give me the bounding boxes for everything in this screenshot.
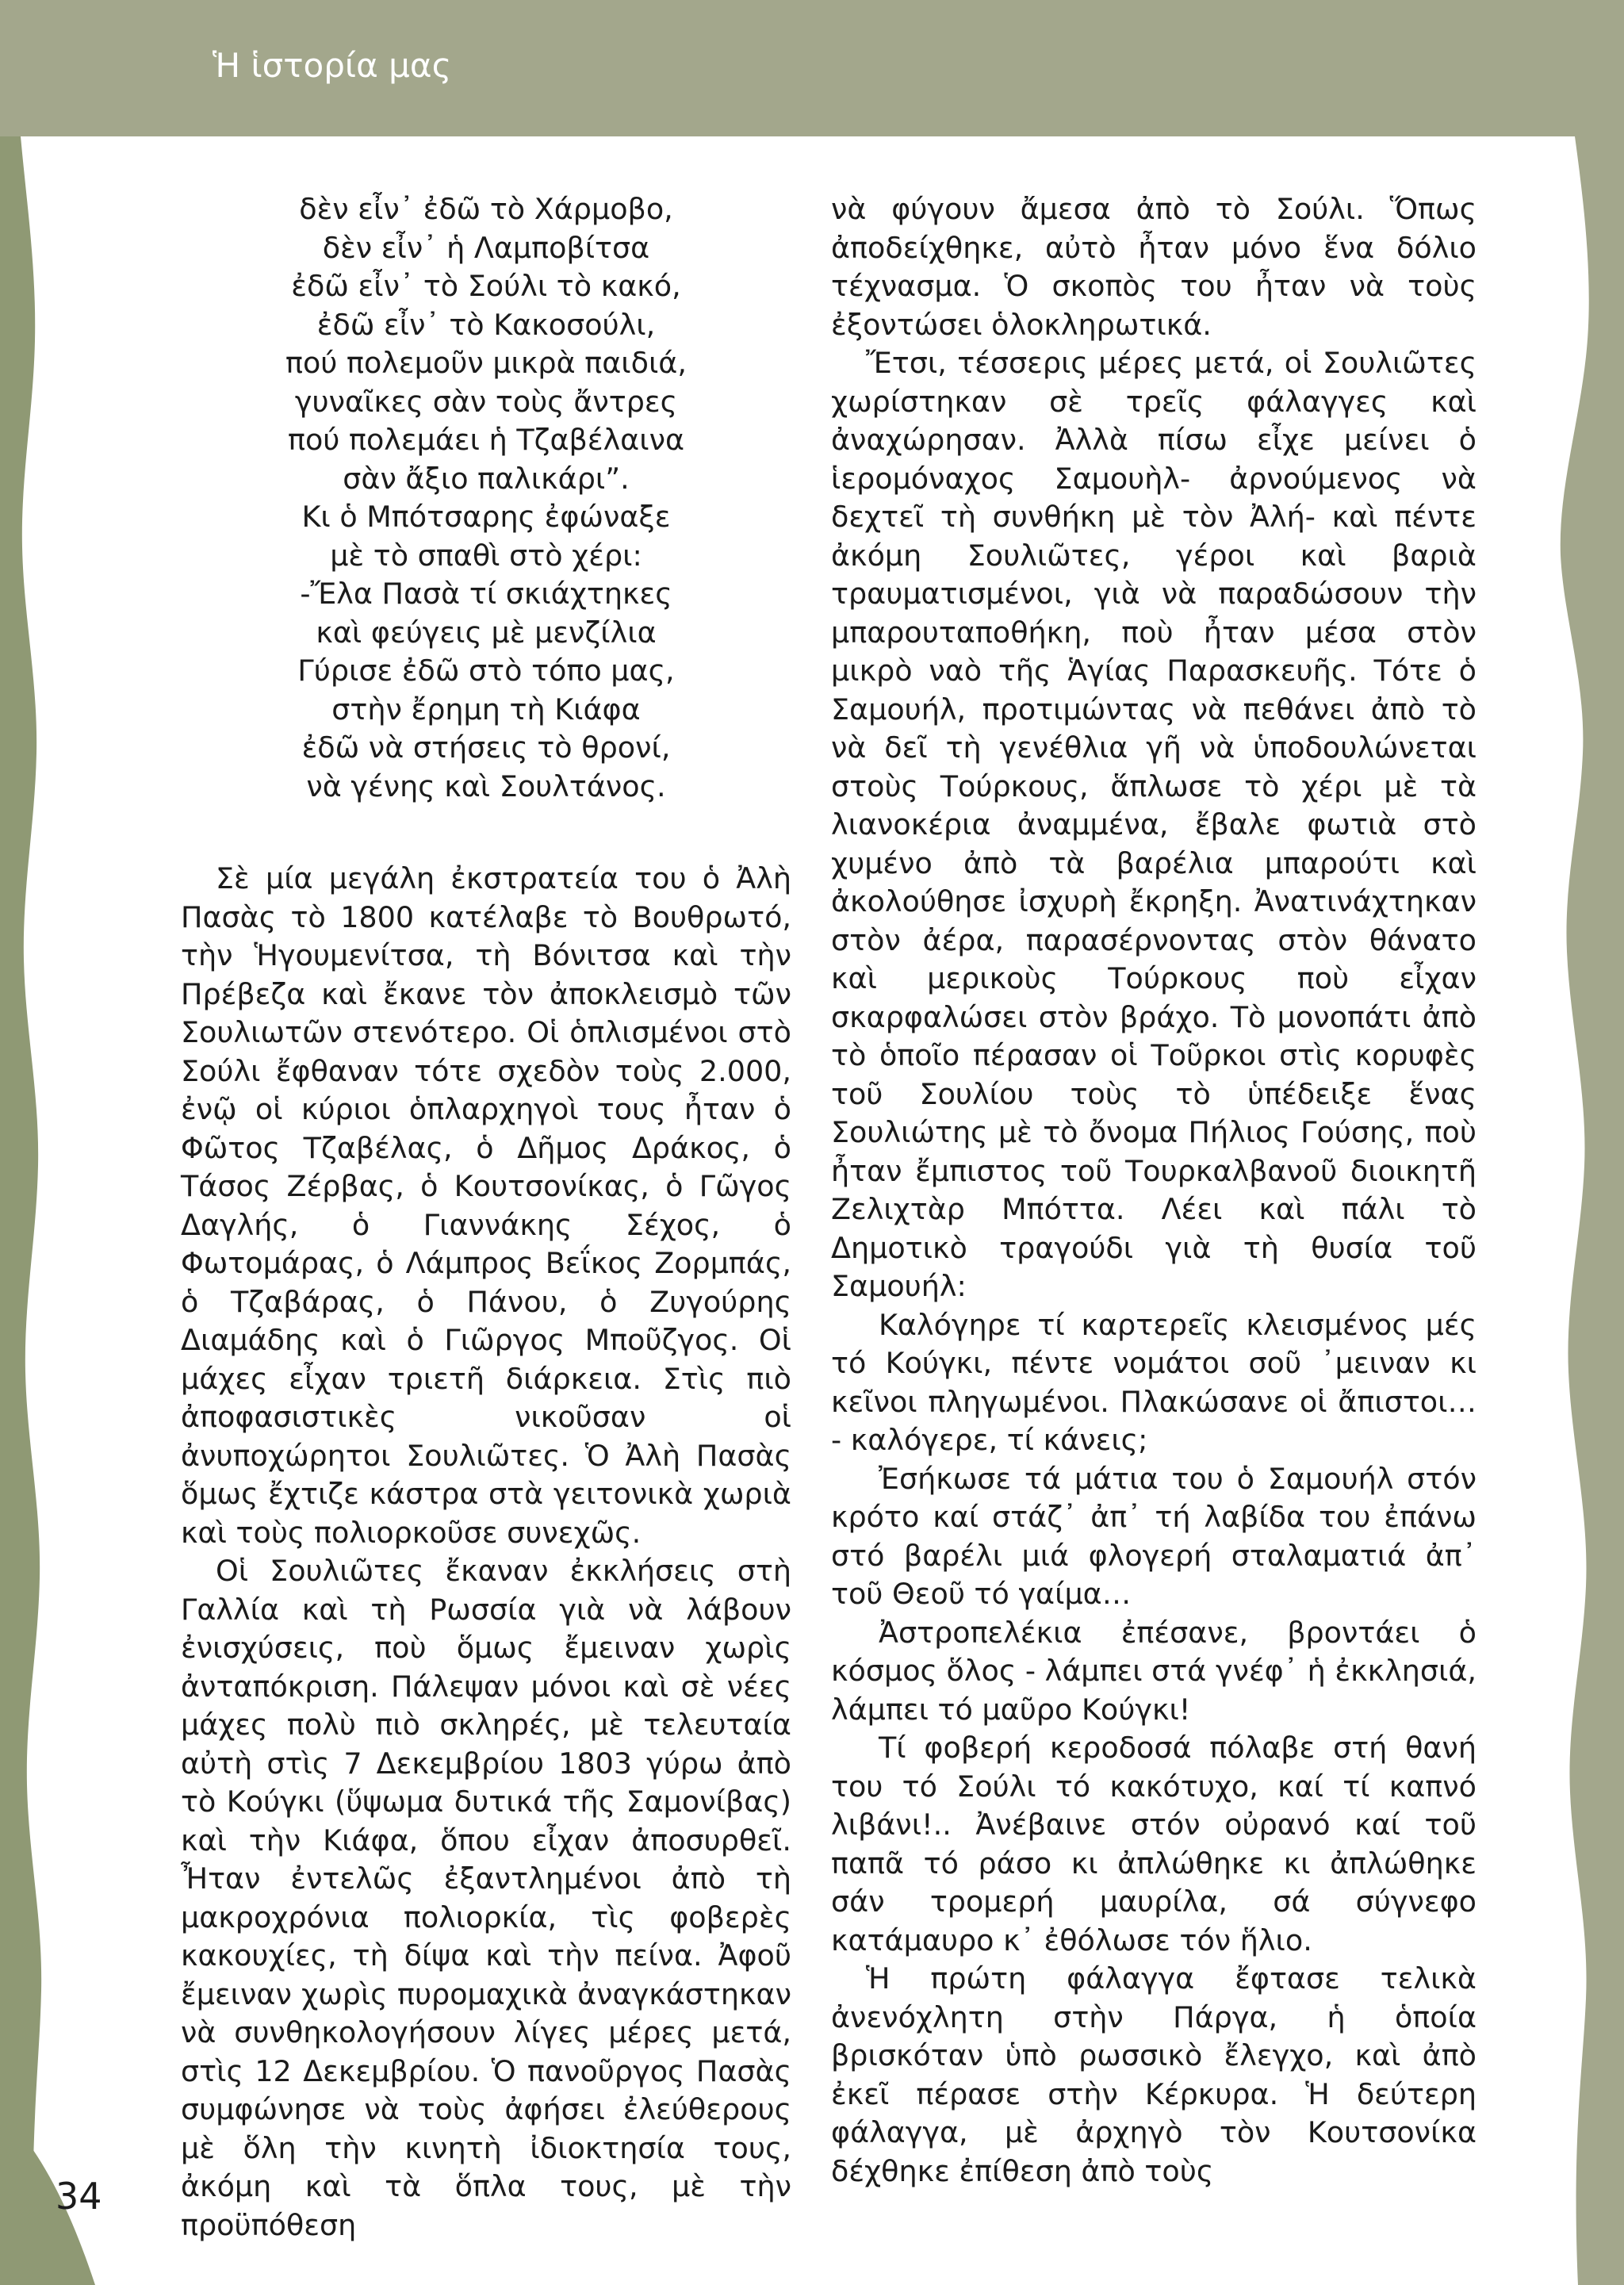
body-paragraph: Ἡ πρώτη φάλαγγα ἔφτασε τελικὰ ἀνενόχλητη στὴν Πάργα, ἡ ὁποία βρισκόταν ὑπὸ ρωσσικὸ ἔλεγχο, καὶ ἀπὸ ἐκεῖ πέρασε στὴν Κέρκυρα. Ἡ δεύτερη φάλαγγα, μὲ ἀρχηγὸ τὸν Κουτσονίκα δέχθηκε ἐπίθεση ἀπὸ τοὺς	[831, 1961, 1477, 2188]
body-paragraph: νὰ φύγουν ἄμεσα ἀπὸ τὸ Σούλι. Ὅπως ἀποδείχθηκε, αὐτὸ ἦταν μόνο ἕνα δόλιο τέχνασμα. Ὁ σκοπὸς του ἦταν νὰ τοὺς ἐξοντώσει ὁλοκληρωτικά.	[831, 192, 1477, 342]
folk-song-quote: Καλόγηρε τί καρτερεῖς κλεισμένος μές τό Κούγκι, πέντε νομάτοι σοῦ ᾽μειναν κι κεῖνοι πληγωμένοι. Πλακώσανε οἱ ἄπιστοι… - καλόγερε, τί κάνεις;	[831, 1307, 1477, 1457]
folk-song-quote: Τί φοβερή κεροδοσά πόλαβε στή θανή του τό Σούλι τό κακότυχο, καί τί καπνό λιβάνι!.. Ἀνέβαινε στόν οὐρανό καί τοῦ παπᾶ τό ράσο κι ἀπλώθηκε κι ἀπλώθηκε σάν τρομερή μαυρίλα, σά σύγνεφο κατάμαυρο κ᾽ ἐθόλωσε τόν ἥλιο.	[831, 1731, 1477, 1957]
verse-line: δὲν εἶν᾽ ἡ Λαμποβίτσα	[322, 230, 650, 265]
verse-line: ἐδῶ νὰ στήσεις τὸ θρονί,	[301, 730, 671, 765]
left-wavy-border	[0, 136, 41, 2285]
verse-line: Κι ὁ Μπότσαρης ἐφώναξε	[301, 500, 671, 534]
verse-line: πού πολεμάει ἡ Τζαβέλαινα	[287, 423, 685, 457]
body-paragraph: Ἔτσι, τέσσερις μέρες μετά, οἱ Σουλιῶτες χωρίστηκαν σὲ τρεῖς φάλαγγες καὶ ἀναχώρησαν. Ἀλλὰ πίσω εἶχε μείνει ὁ ἱερομόναχος Σαμουὴλ- ἀρνούμενος νὰ δεχτεῖ τὴ συνθήκη μὲ τὸν Ἀλή- καὶ πέντε ἀκόμη Σουλιῶτες, γέροι καὶ βαριὰ τραυματισμένοι, γιὰ νὰ παραδώσουν τὴν μπαρουταποθήκη, ποὺ ἦταν μέσα στὸν μικρὸ ναὸ τῆς Ἁγίας Παρασκευῆς. Τότε ὁ Σαμουήλ, προτιμώντας νὰ πεθάνει ἀπὸ τὸ νὰ δεῖ τὴ γενέθλια γῆ νὰ ὑποδουλώνεται στοὺς Τούρκους, ἅπλωσε τὸ χέρι μὲ τὰ λιανοκέρια ἀναμμένα, ἔβαλε φωτιὰ στὸ χυμένο ἀπὸ τὰ βαρέλια μπαρούτι καὶ ἀκολούθησε ἰσχυρὴ ἔκρηξη. Ἀνατινάχτηκαν στὸν ἀέρα, παρασέρνοντας στὸν θάνατο καὶ μερικοὺς Τούρκους ποὺ εἶχαν σκαρφαλώσει στὸν βράχο. Τὸ μονοπάτι ἀπὸ τὸ ὁποῖο πέρασαν οἱ Τοῦρκοι στὶς κορυφὲς τοῦ Σουλίου τοὺς τὸ ὑπέδειξε ἕνας Σουλιώτης μὲ τὸ ὄνομα Πήλιος Γούσης, ποὺ ἦταν ἔμπιστος τοῦ Τουρκαλβανοῦ διοικητῆ Ζελιχτὰρ Μπόττα. Λέει καὶ πάλι τὸ Δημοτικὸ τραγούδι γιὰ τὴ θυσία τοῦ Σαμουήλ:	[831, 346, 1477, 1303]
body-paragraph: Οἱ Σουλιῶτες ἔκαναν ἐκκλήσεις στὴ Γαλλία καὶ τὴ Ρωσσία γιὰ νὰ λάβουν ἐνισχύσεις, ποὺ ὅμως ἔμειναν χωρὶς ἀνταπόκριση. Πάλεψαν μόνοι καὶ σὲ νέες μάχες πολὺ πιὸ σκληρές, μὲ τελευταία αὐτὴ στὶς 7 Δεκεμβρίου 1803 γύρω ἀπὸ τὸ Κούγκι (ὕψωμα δυτικά τῆς Σαμονίβας) καὶ τὴν Κιάφα, ὅπου εἶχαν ἀποσυρθεῖ. Ἦταν ἐντελῶς ἐξαντλημένοι ἀπὸ τὴ μακροχρόνια πολιορκία, τὶς φοβερὲς κακουχίες, τὴ δίψα καὶ τὴν πείνα. Ἀφοῦ ἔμειναν χωρὶς πυρομαχικὰ ἀναγκάστηκαν νὰ συνθηκολογήσουν λίγες μέρες μετά, στὶς 12 Δεκεμβρίου. Ὁ πανοῦργος Πασὰς συμφώνησε νὰ τοὺς ἀφήσει ἐλεύθερους μὲ ὅλη τὴν κινητὴ ἰδιοκτησία τους, ἀκόμη καὶ τὰ ὅπλα τους, μὲ τὴν προϋπόθεση	[181, 1554, 791, 2242]
right-column	[831, 190, 1477, 2191]
verse-line: -Ἔλα Πασὰ τί σκιάχτηκες	[300, 577, 672, 611]
verse-line: δὲν εἶν᾽ ἐδῶ τὸ Χάρμοβο,	[299, 192, 673, 226]
verse-line: ἐδῶ εἶν᾽ τὸ Κακοσούλι,	[316, 307, 656, 342]
verse-line: καὶ φεύγεις μὲ μενζίλια	[316, 615, 657, 650]
poem-verse	[181, 190, 791, 806]
right-wavy-border	[1561, 136, 1624, 2285]
folk-song-quote: Ἀστροπελέκια ἐπέσανε, βροντάει ὁ κόσμος ὅλος - λάμπει στά γνέφ᾽ ἡ ἐκκλησιά, λάμπει τό μαῦρο Κούγκι!	[831, 1615, 1477, 1727]
body-paragraph: Σὲ μία μεγάλη ἐκστρατεία του ὁ Ἀλὴ Πασὰς τὸ 1800 κατέλαβε τὸ Βουθρωτό, τὴν Ἡγουμενίτσα, τὴ Βόνιτσα καὶ τὴν Πρέβεζα καὶ ἔκανε τὸν ἀποκλεισμὸ τῶν Σουλιωτῶν στενότερο. Οἱ ὁπλισμένοι στὸ Σούλι ἔφθαναν τότε σχεδὸν τοὺς 2.000, ἐνῷ οἱ κύριοι ὁπλαρχηγοὶ τους ἦταν ὁ Φῶτος Τζαβέλας, ὁ Δῆμος Δράκος, ὁ Τάσος Ζέρβας, ὁ Κουτσονίκας, ὁ Γῶγος Δαγλής, ὁ Γιαννάκης Σέχος, ὁ Φωτομάρας, ὁ Λάμπρος Βεΐκος Ζορμπάς, ὁ Τζαβάρας, ὁ Πάνου, ὁ Ζυγούρης Διαμάδης καὶ ὁ Γιῶργος Μποῦζγος. Οἱ μάχες εἶχαν τριετῆ διάρκεια. Στὶς πιὸ ἀποφασιστικὲς νικοῦσαν οἱ ἀνυποχώρητοι Σουλιῶτες. Ὁ Ἀλὴ Πασὰς ὅμως ἔχτιζε κάστρα στὰ γειτονικὰ χωριὰ καὶ τοὺς πολιορκοῦσε συνεχῶς.	[181, 861, 791, 1550]
folk-song-quote: Ἐσήκωσε τά μάτια του ὁ Σαμουήλ στόν κρότο καί στάζ᾽ ἀπ᾽ τή λαβίδα του ἐπάνω στό βαρέλι μιά φλογερή σταλαματιά ἀπ᾽ τοῦ Θεοῦ τό γαίμα…	[831, 1461, 1477, 1611]
verse-line: γυναῖκες σὰν τοὺς ἄντρες	[294, 384, 678, 419]
verse-line: σὰν ἄξιο παλικάρι”.	[343, 461, 630, 496]
verse-line: μὲ τὸ σπαθὶ στὸ χέρι:	[330, 538, 642, 573]
page-number: 34	[56, 2175, 102, 2218]
verse-line: στὴν ἔρημη τὴ Κιάφα	[331, 692, 641, 727]
section-title: Ἡ ἱστορία μας	[213, 46, 452, 85]
verse-line: πού πολεμοῦν μικρὰ παιδιά,	[285, 346, 687, 380]
left-column	[181, 190, 791, 2245]
verse-line: Γύρισε ἐδῶ στὸ τόπο μας,	[297, 654, 675, 688]
verse-line: ἐδῶ εἶν᾽ τὸ Σούλι τὸ κακό,	[291, 269, 681, 303]
verse-line: νὰ γένης καὶ Σουλτάνος.	[306, 769, 666, 803]
